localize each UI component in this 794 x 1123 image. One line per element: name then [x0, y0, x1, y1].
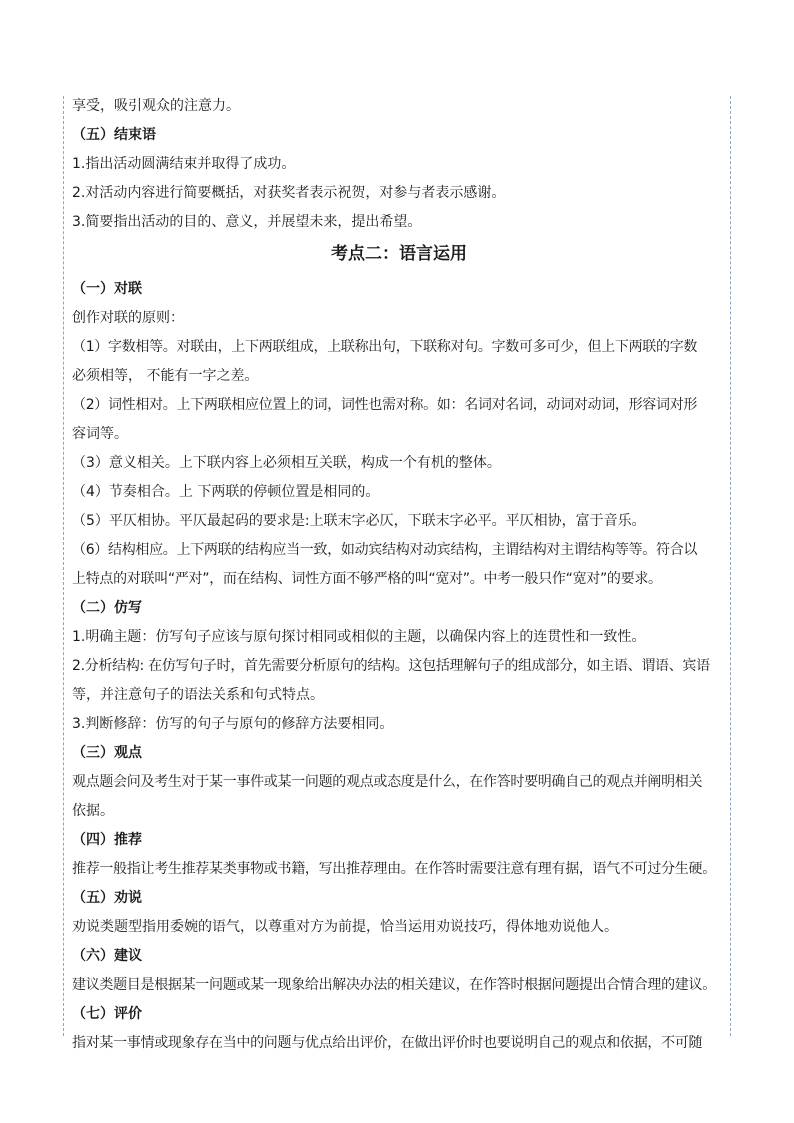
list-item: （2）词性相对。上下两联相应位置上的词，词性也需对称。如：名词对名词，动词对动词，形容词对形	[72, 397, 698, 413]
paragraph-line: 推荐一般指让考生推荐某类事物或书籍，写出推荐理由。在作答时需要注意有理有据，语气不可过分生硬。	[72, 861, 716, 877]
section-heading-viewpoint: （三）观点	[72, 745, 142, 761]
list-item: 3.简要指出活动的目的、意义，并展望未来，提出希望。	[72, 214, 422, 230]
list-item: （5）平仄相协。平仄最起码的要求是:上联末字必仄，下联末字必平。平仄相协，富于音乐。	[72, 513, 646, 529]
list-item: 3.判断修辞：仿写的句子与原句的修辞方法要相同。	[72, 716, 394, 732]
list-item: （4）节奏相合。上 下两联的停顿位置是相同的。	[72, 484, 380, 500]
list-item: 2.分析结构: 在仿写句子时，首先需要分析原句的结构。这包括理解句子的组成部分，如主语、谓语、宾语	[72, 658, 710, 674]
section-heading-suggestion: （六）建议	[72, 948, 142, 964]
paragraph-line: 必须相等， 不能有一字之差。	[72, 368, 259, 384]
document-body	[72, 92, 726, 1058]
section-heading-recommend: （四）推荐	[72, 832, 142, 848]
section-heading-conclusion: （五）结束语	[72, 127, 156, 143]
list-item: （6）结构相应。上下两联的结构应当一致，如动宾结构对动宾结构，主谓结构对主谓结构等等。符合以	[72, 542, 698, 558]
list-item: 1.明确主题：仿写句子应该与原句探讨相同或相似的主题，以确保内容上的连贯性和一致性。	[72, 629, 646, 645]
section-heading-couplet: （一）对联	[72, 281, 142, 297]
paragraph-line: 等，并注意句子的语法关系和句式特点。	[72, 687, 324, 703]
paragraph-line: 依据。	[72, 803, 114, 819]
left-margin-line	[63, 96, 64, 1036]
paragraph-line: 容词等。	[72, 426, 128, 442]
paragraph-line: 观点题会问及考生对于某一事件或某一问题的观点或态度是什么，在作答时要明确自己的观点并阐明相关	[72, 774, 703, 790]
list-item: （3）意义相关。上下联内容上必须相互关联，构成一个有机的整体。	[72, 455, 501, 471]
list-item: 1.指出活动圆满结束并取得了成功。	[72, 156, 296, 172]
paragraph-line: 创作对联的原则：	[72, 310, 184, 326]
list-item: 2.对活动内容进行简要概括，对获奖者表示祝贺，对参与者表示感谢。	[72, 185, 506, 201]
right-margin-line	[730, 96, 731, 1036]
paragraph-line: 指对某一事情或现象存在当中的问题与优点给出评价，在做出评价时也要说明自己的观点和依据，不可随	[72, 1035, 703, 1051]
section-heading-imitation: （二）仿写	[72, 600, 142, 616]
paragraph-line: 劝说类题型指用委婉的语气，以尊重对方为前提，恰当运用劝说技巧，得体地劝说他人。	[72, 919, 618, 935]
paragraph-line: 享受，吸引观众的注意力。	[72, 98, 240, 114]
paragraph-line: 建议类题目是根据某一问题或某一现象给出解决办法的相关建议，在作答时根据问题提出合情合理的建议。	[72, 977, 716, 993]
page-title: 考点二：语言运用	[331, 244, 467, 264]
section-heading-evaluation: （七）评价	[72, 1006, 142, 1022]
paragraph-line: 上特点的对联叫“严对”，而在结构、词性方面不够严格的叫“宽对”。中考一般只作“宽对”的要求。	[72, 571, 662, 587]
list-item: （1）字数相等。对联由，上下两联组成，上联称出句，下联称对句。字数可多可少，但上下两联的字数	[72, 339, 698, 355]
section-heading-persuade: （五）劝说	[72, 890, 142, 906]
